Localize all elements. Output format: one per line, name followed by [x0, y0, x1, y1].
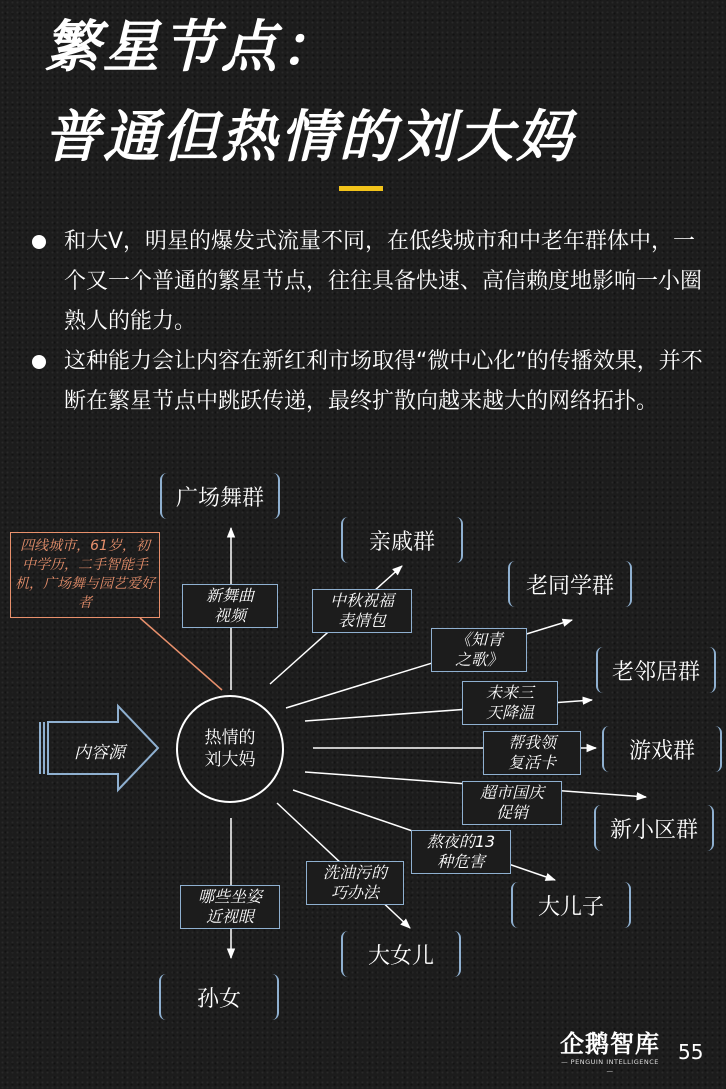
content-posture-myopia: 哪些坐姿 近视眼 — [180, 885, 280, 929]
logo-tagline: — PENGUIN INTELLIGENCE — — [561, 1058, 659, 1075]
title-line-1: 繁星节点： — [44, 15, 339, 80]
node-son: 大儿子 — [511, 882, 631, 928]
title-line-2: 普通但热情的刘大妈 — [44, 105, 575, 170]
source-arrow-stripe — [40, 722, 44, 774]
node-classmates-group: 老同学群 — [508, 561, 632, 607]
content-zhiqing-song: 《知青 之歌》 — [431, 628, 527, 672]
penguin-intelligence-logo — [558, 1030, 662, 1076]
node-relatives-group: 亲戚群 — [341, 517, 463, 563]
node-square-dance-group: 广场舞群 — [160, 473, 280, 519]
content-revive-card: 帮我领 复活卡 — [483, 731, 581, 775]
page-number: 55 — [678, 1040, 704, 1064]
content-new-dance-video: 新舞曲 视频 — [182, 584, 278, 628]
bullet-text: 和大V，明星的爆发式流量不同，在低线城市和中老年群体中，一个又一个普通的繁星节点，往往具备快速、高信赖度地影响一小圈熟人的能力。 — [64, 229, 703, 334]
logo-name: 企鹅智库 — [560, 1030, 660, 1058]
content-weather-forecast: 未来三 天降温 — [462, 681, 558, 725]
content-oil-cleaning-tips: 洗油污的 巧办法 — [306, 861, 404, 905]
node-daughter: 大女儿 — [341, 931, 461, 977]
center-node — [176, 695, 284, 803]
content-mid-autumn-stickers: 中秋祝福 表情包 — [312, 589, 412, 633]
content-supermarket-promo: 超市国庆 促销 — [462, 781, 562, 825]
profile-callout-line — [140, 618, 222, 690]
node-community-group: 新小区群 — [594, 805, 714, 851]
center-node-label: 热情的 刘大妈 — [204, 728, 256, 770]
content-late-night-harms: 熬夜的13 种危害 — [411, 830, 511, 874]
profile-callout: 四线城市，61岁，初中学历，二手智能手机，广场舞与园艺爱好者 — [10, 532, 160, 618]
node-neighbors-group: 老邻居群 — [596, 647, 716, 693]
bullet-text: 这种能力会让内容在新红利市场取得“微中心化”的传播效果，并不断在繁星节点中跳跃传递，最终扩散向越来越大的网络拓扑。 — [64, 349, 703, 414]
node-granddaughter: 孙女 — [159, 974, 279, 1020]
node-game-group: 游戏群 — [602, 726, 722, 772]
content-source-label: 内容源 — [74, 743, 125, 763]
